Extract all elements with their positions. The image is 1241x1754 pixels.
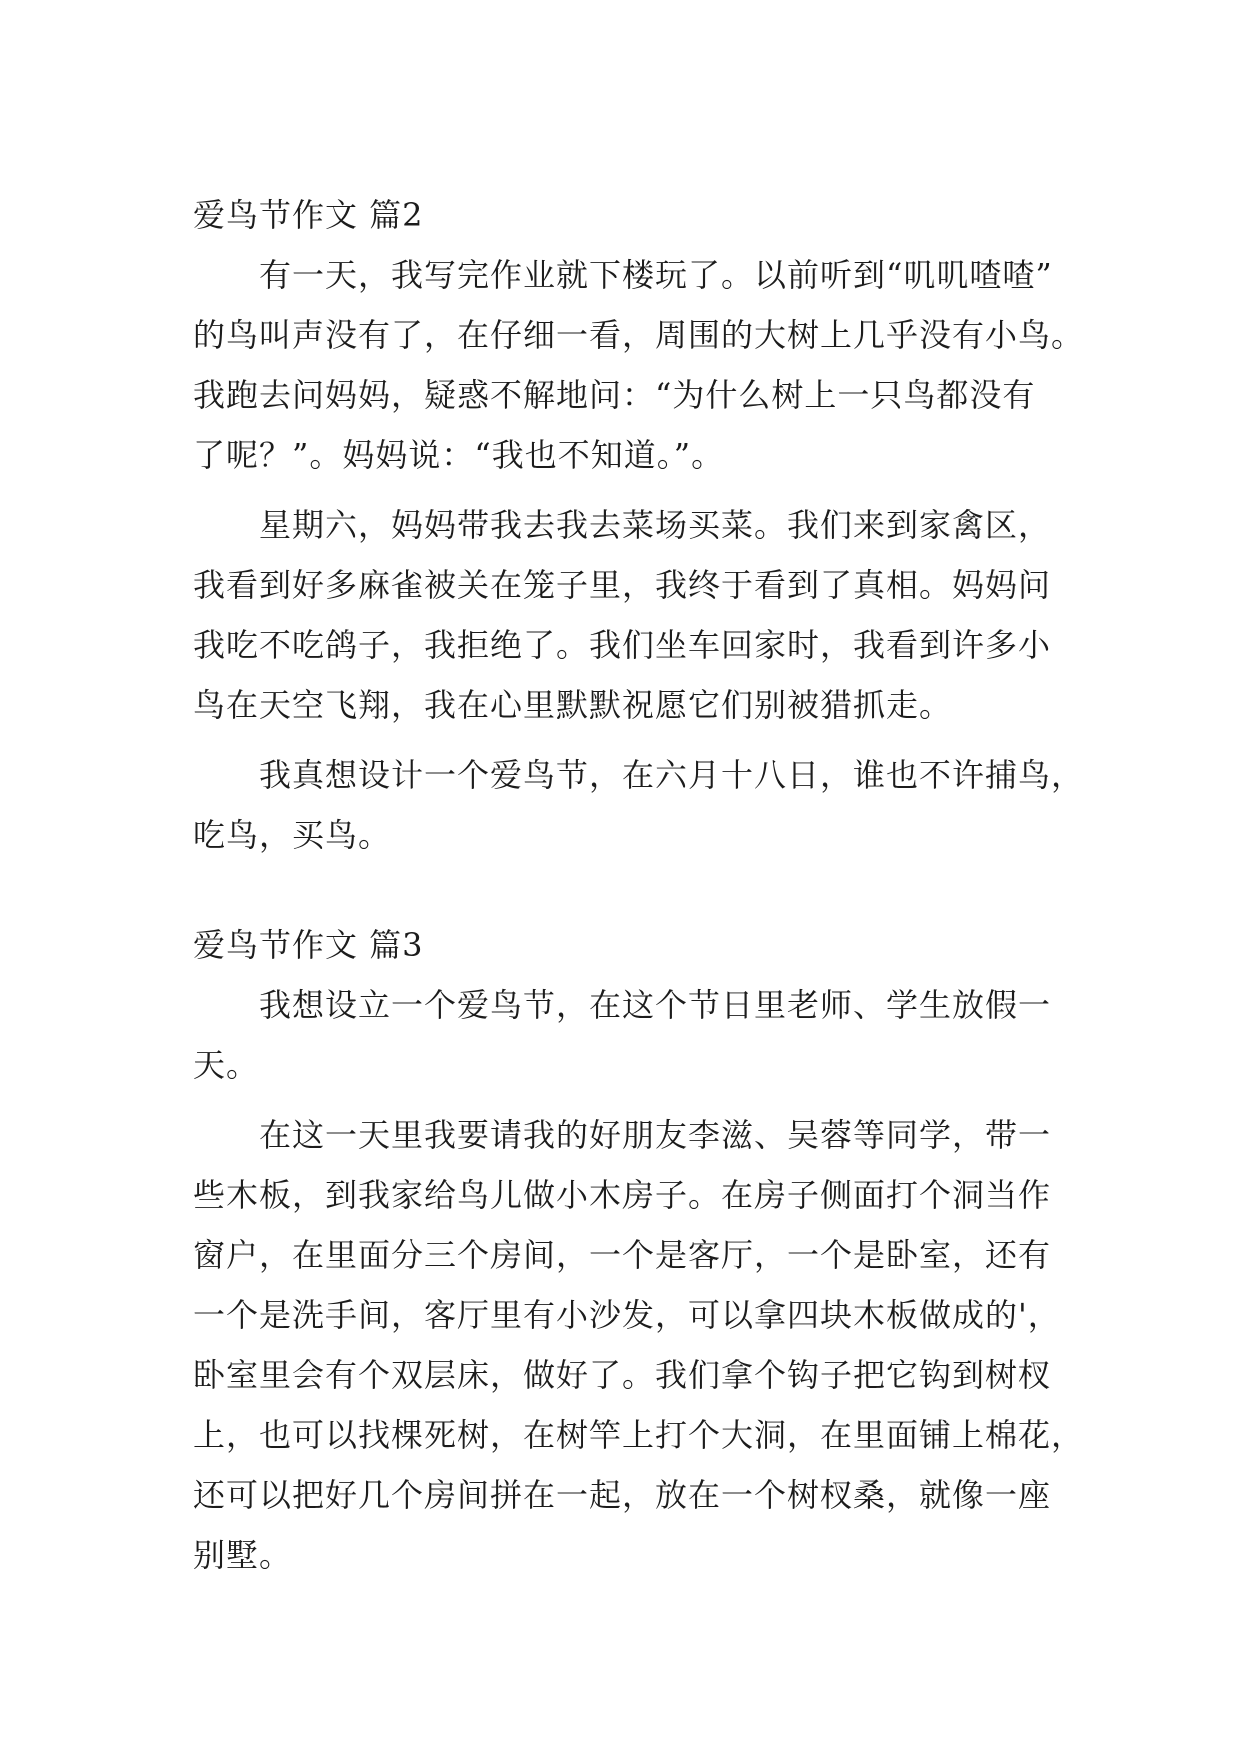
text-line: 天。 (193, 1046, 260, 1084)
text-line: 在这一天里我要请我的好朋友李滋、吴蓉等同学，带一 (259, 1116, 1052, 1154)
text-line: 鸟在天空飞翔，我在心里默默祝愿它们别被猎抓走。 (193, 686, 953, 724)
text-line: 别墅。 (193, 1536, 293, 1574)
essay-heading: 爱鸟节作文 篇2 (193, 196, 424, 234)
text-line: 我想设立一个爱鸟节，在这个节日里老师、学生放假一 (259, 986, 1052, 1024)
text-line: 我跑去问妈妈，疑惑不解地问：“为什么树上一只鸟都没有 (193, 376, 1036, 414)
paragraph (193, 975, 1153, 1095)
text-line: 还可以把好几个房间拼在一起，放在一个树杈桑，就像一座 (193, 1476, 1052, 1514)
text-line: 我看到好多麻雀被关在笼子里，我终于看到了真相。妈妈问 (193, 566, 1052, 604)
text-line: 了呢？”。妈妈说：“我也不知道。”。 (193, 436, 725, 474)
text-line: 我真想设计一个爱鸟节，在六月十八日，谁也不许捕鸟， (259, 756, 1085, 794)
text-line: 卧室里会有个双层床，做好了。我们拿个钩子把它钩到树杈 (193, 1356, 1052, 1394)
document-body (193, 185, 1153, 1585)
essay-section (193, 915, 1153, 1585)
text-line: 吃鸟，买鸟。 (193, 816, 392, 854)
paragraph (193, 495, 1153, 735)
text-line: 上，也可以找棵死树，在树竿上打个大洞，在里面铺上棉花， (193, 1416, 1085, 1454)
text-line: 些木板，到我家给鸟儿做小木房子。在房子侧面打个洞当作 (193, 1176, 1052, 1214)
text-line: 有一天，我写完作业就下楼玩了。以前听到“叽叽喳喳” (259, 256, 1053, 294)
text-line: 我吃不吃鸽子，我拒绝了。我们坐车回家时，我看到许多小 (193, 626, 1052, 664)
essay-heading: 爱鸟节作文 篇3 (193, 926, 424, 964)
text-line: 一个是洗手间，客厅里有小沙发，可以拿四块木板做成的'， (193, 1296, 1061, 1334)
text-line: 星期六，妈妈带我去我去菜场买菜。我们来到家禽区， (259, 506, 1052, 544)
essay-section (193, 185, 1153, 865)
paragraph (193, 1105, 1153, 1585)
paragraph (193, 245, 1153, 485)
text-line: 窗户，在里面分三个房间，一个是客厅，一个是卧室，还有 (193, 1236, 1052, 1274)
paragraph (193, 745, 1153, 865)
text-line: 的鸟叫声没有了，在仔细一看，周围的大树上几乎没有小鸟。 (193, 316, 1085, 354)
